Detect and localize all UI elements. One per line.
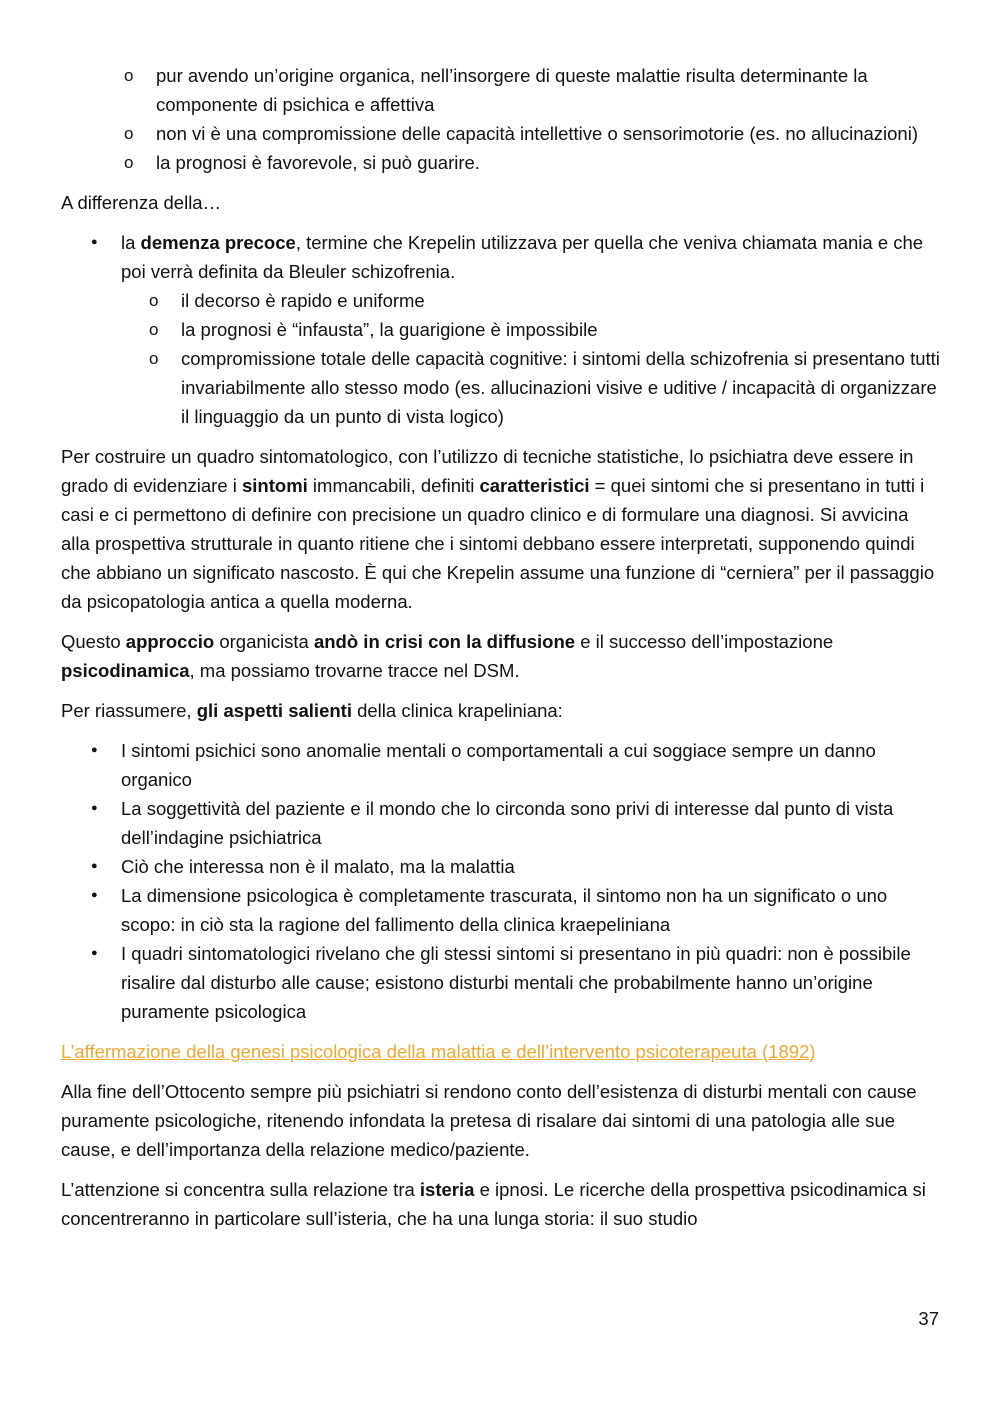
- demenza-list: [61, 228, 941, 431]
- list-item: o la prognosi è favorevole, si può guarire.: [61, 148, 941, 177]
- intro-list: [61, 61, 941, 177]
- document-page: [61, 61, 941, 1244]
- paragraph: L’attenzione si concentra sulla relazione tra isteria e ipnosi. Le ricerche della prospettiva psicodinamica si concentreranno in particolare sull’isteria, che ha una lunga storia: il suo studio: [61, 1179, 926, 1229]
- list-item: ● la demenza precoce, termine che Krepelin utilizzava per quella che veniva chiamata mania e che poi verrà definita da Bleuler schizofrenia. o il decorso è rapido e uniforme o la prognosi è “infausta”, la guarigione è impossibile o compromissione totale delle capacità cognitive: i sintomi della schizofrenia si presentano tutti invariabilmente allo stesso modo (es. allucinazioni visive e uditive / incapacità di organizzare il linguaggio da un punto di vista logico): [61, 228, 941, 431]
- list-item: o il decorso è rapido e uniforme: [121, 286, 941, 315]
- list-item: o pur avendo un’origine organica, nell’insorgere di queste malattie risulta determinante la componente di psichica e affettiva: [61, 61, 941, 119]
- paragraph: Questo approccio organicista andò in crisi con la diffusione e il successo dell’impostazione psicodinamica, ma possiamo trovarne tracce nel DSM.: [61, 631, 834, 681]
- list-item: o non vi è una compromissione delle capacità intellettive o sensorimotorie (es. no allucinazioni): [61, 119, 941, 148]
- paragraph: Per riassumere, gli aspetti salienti della clinica krapeliniana:: [61, 700, 563, 721]
- list-item: o compromissione totale delle capacità cognitive: i sintomi della schizofrenia si presentano tutti invariabilmente allo stesso modo (es. allucinazioni visive e uditive / incapacità di organizzare il linguaggio da un punto di vista logico): [121, 344, 941, 431]
- list-item: ● I sintomi psichici sono anomalie mentali o comportamentali a cui soggiace sempre un danno organico: [61, 736, 941, 794]
- page-number: 37: [918, 1308, 939, 1329]
- list-item: ● La dimensione psicologica è completamente trascurata, il sintomo non ha un significato o uno scopo: in ciò sta la ragione del fallimento della clinica kraepeliniana: [61, 881, 941, 939]
- paragraph: Alla fine dell’Ottocento sempre più psichiatri si rendono conto dell’esistenza di disturbi mentali con cause puramente psicologiche, ritenendo infondata la pretesa di risalare dai sintomi di una patologia alle sue cause, e dell’importanza della relazione medico/paziente.: [61, 1081, 917, 1160]
- list-item: ● Ciò che interessa non è il malato, ma la malattia: [61, 852, 941, 881]
- paragraph: A differenza della…: [61, 192, 222, 213]
- paragraph: Per costruire un quadro sintomatologico, con l’utilizzo di tecniche statistiche, lo psichiatra deve essere in grado di evidenziare i sintomi immancabili, definiti caratteristici = quei sintomi che si presentano in tutti i casi e ci permettono di definire con precisione un quadro clinico e di formulare una diagnosi. Si avvicina alla prospettiva strutturale in quanto ritiene che i sintomi debbano essere interpretati, supponendo quindi che abbiano un significato nascosto. È qui che Krepelin assume una funzione di “cerniera” per il passaggio da psicopatologia antica a quella moderna.: [61, 446, 935, 612]
- list-item: ● I quadri sintomatologici rivelano che gli stessi sintomi si presentano in più quadri: non è possibile risalire dal disturbo alle cause; esistono disturbi mentali che probabilmente hanno un’origine puramente psicologica: [61, 939, 941, 1026]
- list-item: o la prognosi è “infausta”, la guarigione è impossibile: [121, 315, 941, 344]
- section-heading-link[interactable]: L’affermazione della genesi psicologica della malattia e dell’intervento psicoterapeuta (1892): [61, 1041, 816, 1062]
- aspetti-list: [61, 736, 941, 1026]
- list-item: ● La soggettività del paziente e il mondo che lo circonda sono privi di interesse dal punto di vista dell’indagine psichiatrica: [61, 794, 941, 852]
- demenza-sub-list: [121, 286, 941, 431]
